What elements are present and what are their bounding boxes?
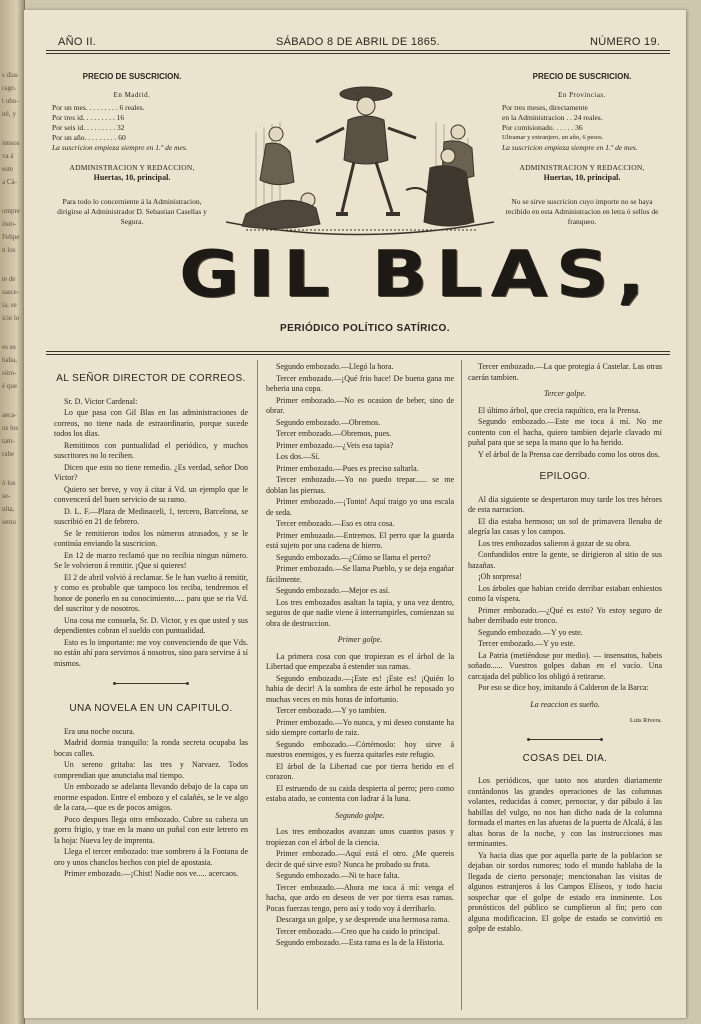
paragraph: Segundo embozado.—Córtémoslo: hoy sirve á nuestros enemigos, y es fuerza quitarles este refugio. — [266, 739, 454, 759]
paragraph: Tercer embozado.—Eso es otra cosa. — [276, 519, 395, 528]
novela-dialogue — [266, 362, 454, 629]
masthead-illustration — [216, 72, 500, 250]
subscription-note: La suscricion empieza siempre en 1.º de mes. — [502, 143, 638, 152]
paragraph: El 2 de abril volvió á reclamar. Se le han vuelto á remitir, y como es probable que tampoco los reciba, tendremos el honor de ponerlo en su conocimiento..... para que se ria Vd. del suscritor y de nosotros. — [54, 572, 248, 613]
spine-text-fragment: este — [2, 165, 13, 173]
paragraph: Quiero ser breve, y voy á citar á Vd. un ejemplo que le convencerá del buen servicio de su ramo. — [54, 484, 248, 504]
price-line: Por un año. . . . . . . . . 60 — [52, 133, 126, 142]
spine-text-fragment: rago. — [2, 84, 17, 92]
paragraph: Primer embozado.—Yo nunca, y mi deseo constante ha sido siempre cortarlo de raiz. — [266, 717, 454, 737]
paragraph: Llega el tercer embozado: trae sombrero á la Fontana de oro y unos chanclos hechos con piel de apostasia. — [54, 847, 248, 867]
epilogue-quote: La reaccion es sueño. — [530, 699, 600, 709]
administration-note: Para todo lo concerniente á la Administracion, dirigirse al Administrador D. Sebastian Casellas y Segura. — [57, 197, 207, 226]
price-line: Ultramar y extranjero, un año, 6 pesos. — [502, 134, 604, 141]
spine-text-fragment: t uho- — [2, 97, 19, 105]
paragraph: Segundo embozado.—Llegó la hora. — [276, 362, 394, 371]
spine-text-fragment: icie lo — [2, 314, 20, 322]
spine-text-fragment: iento — [2, 518, 16, 526]
paragraph: Segundo embozado.—Obremos. — [276, 417, 381, 427]
spine-text-fragment: te de — [2, 275, 16, 283]
article-heading-novela: UNA NOVELA EN UN CAPITULO. — [69, 703, 233, 714]
subscription-region: En Madrid. — [113, 91, 151, 99]
paragraph: ¡Oh sorpresa! — [478, 572, 522, 581]
article-novela-body — [54, 727, 248, 880]
masthead-rule-double — [46, 53, 670, 54]
newspaper-page — [24, 10, 686, 1018]
spine-text-fragment: tam- — [2, 437, 15, 445]
paragraph: Y el árbol de la Prensa cae derribado como los otros dos. — [478, 449, 660, 459]
author-signature: Luis Rivera. — [629, 717, 662, 724]
paragraph: Segundo embozado.—¿Cómo se llama el perro? — [276, 552, 431, 562]
paragraph: Confundidos entre la gente, se dirigieron al sitio de sus hazañas. — [468, 550, 662, 570]
article-heading-correos: AL SEÑOR DIRECTOR DE CORREOS. — [56, 373, 246, 384]
spine-text-fragment: sasce- — [2, 288, 20, 296]
administration-label: ADMINISTRACION Y REDACCION, — [69, 163, 195, 172]
paragraph: Tercer embozado.—Y yo este. — [478, 639, 576, 648]
paragraph: Los tres embozados asaltan la tapia, y una vez dentro, seguros de que nadie viene á interrumpirles, comienzan su obra de destruccion. — [266, 597, 454, 628]
paragraph: Tercer embozado.—Obremos, pues. — [276, 429, 392, 438]
subscription-region: En Provincias. — [558, 91, 606, 99]
spine-text-fragment: os los — [2, 424, 19, 432]
spine-text-fragment: tel, y — [2, 110, 16, 118]
paragraph: Ya hacia dias que por aquella parte de la poblacion se dejaban oir sordos rumores; todo el mundo hablaba de la llegada de cierto personaje; mencionaban las visitas de algunos estranjeros á los Campos Elíseos, y todo hacia sospechar que el golpe de estado era inminente. Los pronósticos del público se cumplieron al fin; pero con alguna modificacion. El golpe de estado se convirtió en golpe de establo. — [468, 850, 662, 933]
paragraph: Descarga un golpe, y se desprende una hermosa rama. — [276, 915, 450, 924]
column-2 — [266, 362, 454, 950]
paragraph: En 12 de marzo reclamó que no recibia ningun número. Se le volvieron á remitir. ¡Que si quieres! — [54, 550, 248, 570]
paragraph: Tercer embozado.—La que protegia á Castelar. Las otras caerán tambien. — [468, 362, 662, 382]
paragraph: Los tres embozados salieron á gozar de su obra. — [478, 538, 632, 548]
column-separator — [461, 360, 462, 1010]
price-line: en la Administracion . . 24 reales. — [502, 113, 603, 122]
newspaper-subtitle: PERIÓDICO POLÍTICO SATÍRICO. — [280, 323, 450, 334]
epilogue-body — [468, 495, 662, 694]
section-segundo-golpe: Segundo golpe. — [335, 810, 385, 820]
article-divider — [116, 683, 186, 684]
binding-spine — [0, 0, 25, 1024]
administration-note: No se sirve suscricion cuyo importe no se haya recibido en esta Administracion en letra ó sellos de franqueo. — [505, 197, 659, 226]
paragraph: Segundo embozado.—Mejor es así. — [276, 586, 390, 595]
paragraph: Primer embozado.—¡Tonto! Aquí traigo yo una escala de seda. — [266, 497, 454, 517]
paragraph: El dia estaba hermoso; un sol de primavera llenaba de alegría las casas y los campos. — [468, 516, 662, 536]
spine-text-fragment: Felipe — [2, 233, 20, 241]
paragraph: Un embozado se adelanta llevando debajo de la capa un enorme espadon. Entre el embozo y el calañés, se le ve algo de la cara,—que es de pocos amigos. — [54, 782, 248, 812]
title-rule — [46, 351, 670, 352]
paragraph: Segundo embozado.—Ni te hace falta. — [276, 871, 400, 880]
paragraph: El árbol de la Libertad cae por tierra herido en el corazon. — [266, 761, 454, 781]
paragraph: Primer embozado.—Pues es preciso saltarla. — [276, 463, 419, 473]
paragraph: Primer embozado.—¿Veis esa tapia? — [276, 440, 394, 450]
paragraph: Primer embozado.—Entremos. El perro que la guarda está sujeto por una cadena de hierro. — [266, 530, 454, 550]
spine-text-fragment: ó los — [2, 479, 16, 487]
paragraph: Los tres embozados avanzan unos cuantos pasos y tropiezan con el árbol de la ciencia. — [266, 827, 454, 847]
column-3 — [468, 362, 662, 936]
price-line: Por tres meses, directamente — [502, 103, 588, 112]
title-rule-double — [46, 354, 670, 355]
spine-text-fragment: rabe — [2, 450, 15, 458]
paragraph: Los dos.—Sí. — [276, 452, 320, 461]
paragraph: Al dia siguiente se despertaron muy tarde los tres héroes de esta narracion. — [468, 494, 662, 514]
paragraph: Era una noche oscura. — [64, 726, 135, 736]
paragraph: Los periódicos, que tanto nos aturden diariamente contándonos las grandes operaciones de las columnas volantes, reducidas á comer, pernoctar, y dar pábulo á las habillas del vulgo, no nos han dicho nada de la columna formada el martes en las afueras de la puerta de Alcalá, á las altas horas de la noche, y con las instrucciones mas terminantes. — [468, 776, 662, 848]
subscription-title: PRECIO DE SUSCRICION. — [82, 72, 182, 81]
spine-text-fragment: é que — [2, 382, 17, 390]
paragraph: El último árbol, que crecia raquítico, era la Prensa. — [478, 405, 641, 415]
newspaper-title: GIL BLAS, — [179, 238, 653, 312]
paragraph: La primera cosa con que tropiezan es el árbol de la Libertad que empezaba á estender sus ramas. — [266, 651, 454, 671]
paragraph: Por eso se dice hoy, imitando á Calderon de la Barca: — [478, 683, 649, 692]
novela-tercer-golpe-body — [468, 406, 662, 461]
subscription-title: PRECIO DE SUSCRICION. — [532, 72, 632, 81]
paragraph: Segundo embozado.—Este me toca á mí. No me contento con el hacha, quiero tambien dejarle clavado mi puñal para que se sepa la mano que lo ha herido. — [468, 417, 662, 447]
column-1 — [54, 374, 248, 881]
paragraph: Tercer embozado.—Creo que ha caido lo principal. — [276, 926, 440, 936]
paragraph: Esto es lo importante: me voy convenciendo de que Vds. no están ahí para servirnos á nosotros, sino para servirse á sí mismos. — [54, 637, 248, 668]
spine-text-fragment: sóro- — [2, 369, 17, 377]
spine-text-fragment: ulta, — [2, 505, 15, 513]
paragraph: Dicen que esto no tiene remedio. ¿Es verdad, señor Don Victor? — [54, 462, 248, 482]
paragraph: Segundo embozado.—Y yo este. — [478, 627, 583, 637]
paragraph: Tercer embozado.—¡Qué frio hace! De buena gana me beberia una copa. — [266, 373, 454, 393]
section-tercer-golpe: Tercer golpe. — [543, 389, 587, 398]
price-line: Por tres id. . . . . . . . . 16 — [52, 113, 125, 122]
spine-text-fragment: iensos — [2, 139, 20, 147]
paragraph: Segundo embozado.—Esta rama es la de la Historia. — [276, 938, 445, 947]
paragraph: Se le remitieron todos los números atrasados, y se le continúa enviando la suscricion. — [54, 528, 248, 548]
administration-address: Huertas, 10, principal. — [543, 173, 621, 182]
cosas-del-dia-body — [468, 776, 662, 935]
paragraph: Primer embozado.—No es ocasion de beber, sino de obrar. — [266, 395, 454, 415]
paragraph: Los árboles que habian creido derribar estaban enhiestos como la víspera. — [468, 583, 662, 603]
spine-text-fragment: s dias — [2, 71, 18, 79]
spine-text-fragment: se- — [2, 492, 11, 500]
spine-text-fragment: a Cá- — [2, 178, 17, 186]
novela-segundo-golpe-body — [266, 827, 454, 949]
spine-text-fragment: haba, — [2, 356, 17, 364]
paragraph: Primer embozado.—¡Chist! Nadie nos ve..... acercaos. — [64, 869, 239, 878]
price-line: Por un mes. . . . . . . . . 6 reales. — [52, 103, 145, 112]
column-separator — [257, 360, 258, 1010]
paragraph: Sr. D. Victor Cardenal: — [64, 396, 138, 406]
article-correos-body — [54, 397, 248, 670]
section-primer-golpe: Primer golpe. — [337, 635, 383, 644]
subscription-box-left — [52, 72, 212, 227]
paragraph: Primer embozado.—¿Qué es esto? Yo estoy seguro de haber derribado este tronco. — [468, 605, 662, 625]
issue-date: SÁBADO 8 DE ABRIL DE 1865. — [276, 36, 440, 48]
novela-continuation — [468, 362, 662, 383]
administration-label: ADMINISTRACION Y REDACCION, — [519, 163, 645, 172]
paragraph: Tercer embozado.—Ahora me toca á mí: venga el hacha, que ardo en deseos de ver por tierra esas ramas. Pocas fuerzas tengo, pero así y todo voy á derribarlo. — [266, 882, 454, 913]
paragraph: Tercer embozado.—Y yo tambien. — [276, 706, 387, 715]
issue-year: AÑO II. — [58, 36, 97, 48]
masthead-rule — [46, 50, 670, 51]
paragraph: Tercer embozado.—Yo no puedo trepar...... se me doblan las piernas. — [266, 475, 454, 495]
novela-primer-golpe-body — [266, 652, 454, 805]
price-line: Por seis id. . . . . . . . . 32 — [52, 123, 125, 132]
subscription-box-right — [502, 72, 662, 227]
paragraph: D. L. F.—Plaza de Medinaceli, 1, tercero, Barcelona, se suscribió en 21 de febrero. — [54, 506, 248, 526]
administration-address: Huertas, 10, principal. — [93, 173, 171, 182]
paragraph: El estruendo de su caida despierta al perro; pero como estaba atado, se contenta con ladrar á la luna. — [266, 783, 454, 803]
spine-text-fragment: n los — [2, 246, 16, 254]
spine-text-fragment: ia; se — [2, 301, 17, 309]
paragraph: Remitimos con puntualidad el periódico, y muchos suscritores no lo reciben. — [54, 440, 248, 460]
paragraph: Madrid dormia tranquilo: la ronda secreta ocupaba las bocas calles. — [54, 738, 248, 758]
subscription-note: La suscricion empieza siempre en 1.º de mes. — [52, 143, 188, 152]
issue-number: NÚMERO 19. — [590, 36, 661, 48]
epilogue-heading: EPILOGO. — [539, 471, 591, 482]
paragraph: Una cosa me consuela, Sr. D. Victor, y es que usted y sus dependientes cobran el sueldo con puntualidad. — [54, 615, 248, 635]
spine-text-fragment: iisto- — [2, 220, 17, 228]
article-divider — [530, 739, 600, 740]
spine-text-fragment: va á — [2, 152, 14, 160]
spine-text-fragment: ompre — [2, 207, 20, 215]
price-line: Por comisionado. . . . . . 36 — [502, 123, 583, 132]
spine-text-fragment: aeca- — [2, 411, 17, 419]
spine-text-fragment: es su — [2, 343, 16, 351]
paragraph: Poco despues llega otro embozado. Cubre su cabeza un gorro frigio, y trae en la mano un puñal con este letrero en la hoja: Nueva ley de imprenta. — [54, 814, 248, 845]
paragraph: Primer embozado.—Se llama Pueblo, y se deja engañar fácilmente. — [266, 564, 454, 584]
article-heading-cosas: COSAS DEL DIA. — [522, 752, 608, 764]
paragraph: La Patria (metiéndose por medio). — insensatos, habeis soñado...... Vuestros golpes daban en el vacío. Una carcajada del público los obligó á retirarse. — [468, 650, 662, 681]
paragraph: Lo que pasa con Gil Blas en las administraciones de correos, no tiene nada de estraordinario, porque sucede todos los dias. — [54, 408, 248, 438]
paragraph: Primer embozado.—Aquí está el otro. ¿Me quereis decir de qué sirve esto? Nunca he probado su fruta. — [266, 849, 454, 869]
paragraph: Segundo embozado.—¡Este es! ¡Este es! ¡Quién lo habia de decir! A la sombra de este árbol he reposado yo muchas veces en mis horas de infortunio. — [266, 673, 454, 704]
paragraph: Un sereno gritaba: las tres y Narvaez. Todos comprendian que anunciaba mal tiempo. — [54, 760, 248, 780]
